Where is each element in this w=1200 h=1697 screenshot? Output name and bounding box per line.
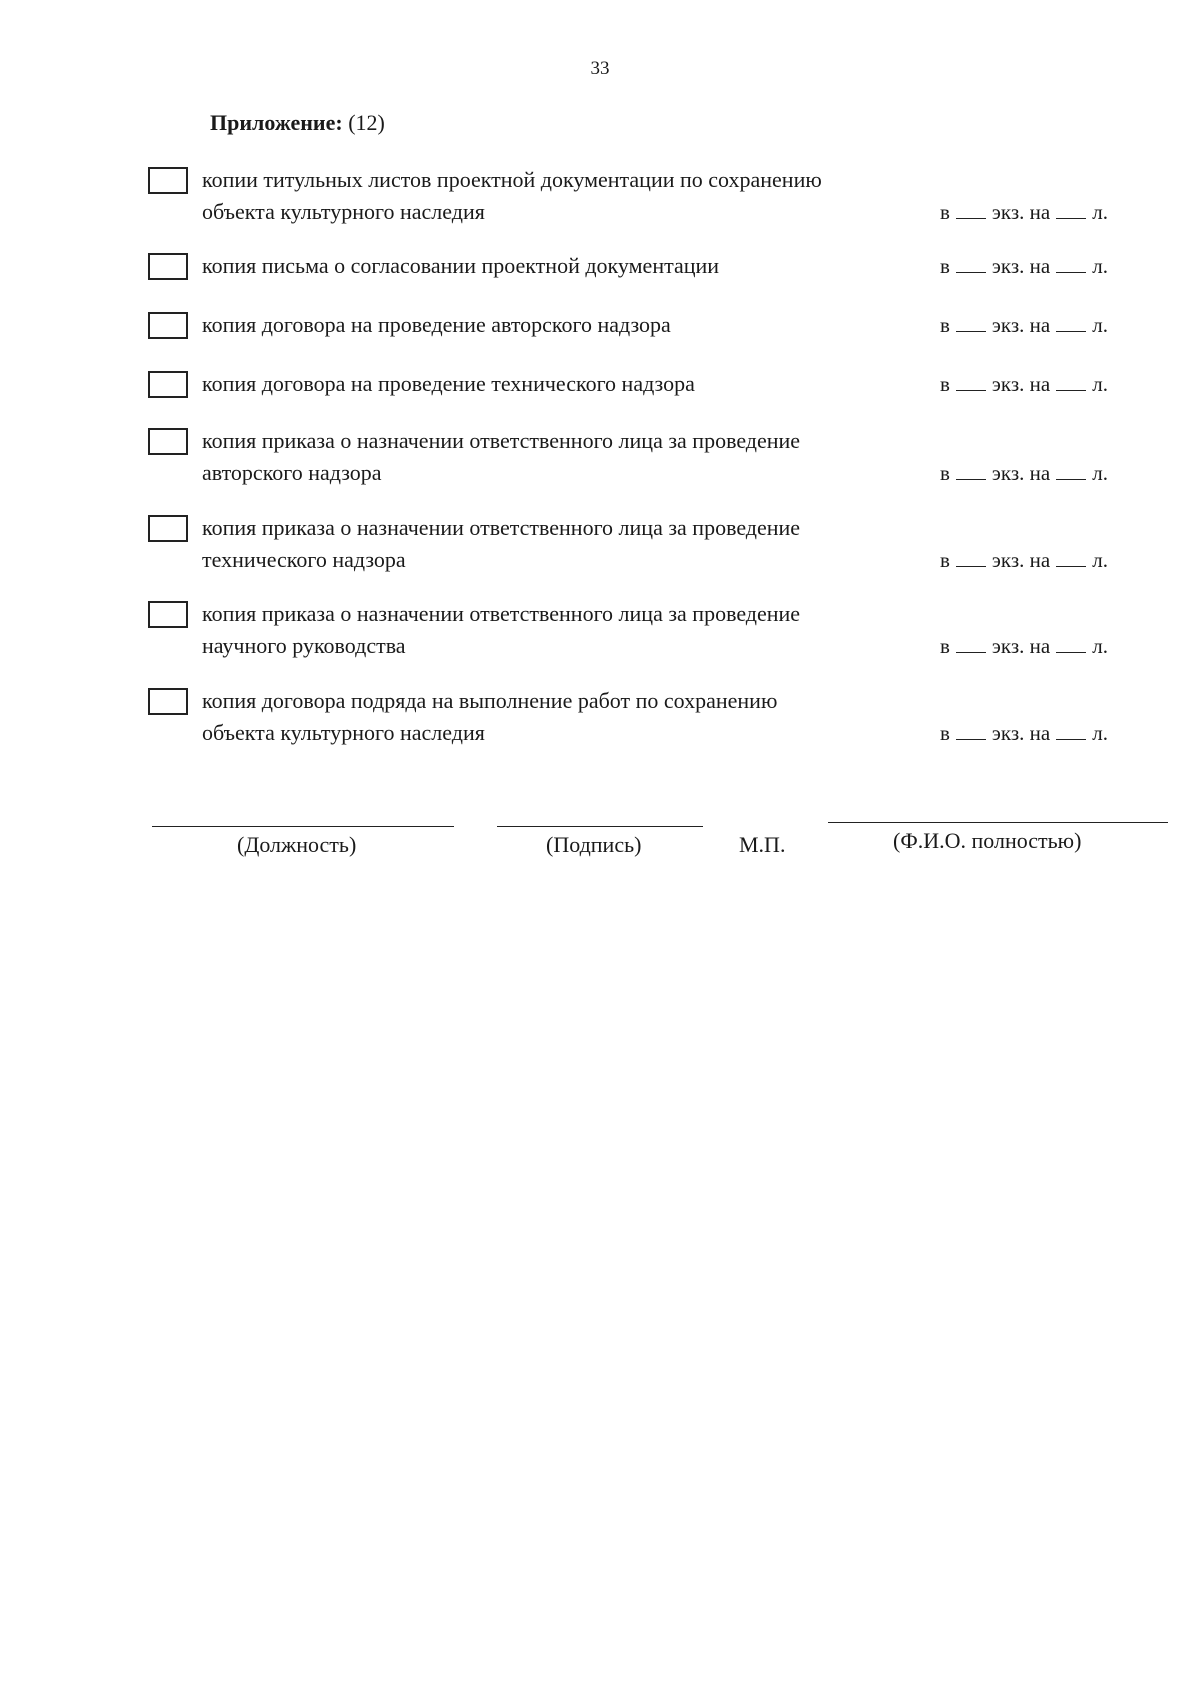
full-name-label: (Ф.И.О. полностью)	[893, 828, 1082, 853]
qty-sheets-label: л.	[1092, 313, 1108, 337]
quantity-fields	[940, 250, 1108, 282]
qty-copies-label: экз. на	[991, 721, 1051, 745]
copies-blank[interactable]	[956, 254, 986, 273]
qty-sheets-label: л.	[1092, 548, 1108, 572]
quantity-fields	[940, 309, 1108, 341]
sheets-blank[interactable]	[1056, 200, 1086, 219]
copies-blank[interactable]	[956, 200, 986, 219]
qty-copies-label: экз. на	[991, 461, 1051, 485]
attachment-checkbox[interactable]	[148, 688, 188, 715]
signature-line[interactable]	[497, 826, 703, 827]
item-line: авторского надзора	[202, 460, 382, 485]
qty-prefix: в	[940, 548, 950, 572]
attachment-checkbox[interactable]	[148, 312, 188, 339]
item-text	[202, 512, 902, 576]
qty-copies-label: экз. на	[991, 548, 1051, 572]
item-text	[202, 164, 902, 228]
quantity-fields	[940, 630, 1108, 662]
item-line: копия договора на проведение технического надзора	[202, 371, 695, 396]
copies-blank[interactable]	[956, 634, 986, 653]
attachment-checkbox[interactable]	[148, 253, 188, 280]
qty-sheets-label: л.	[1092, 200, 1108, 224]
position-signature-line[interactable]	[152, 826, 454, 827]
qty-prefix: в	[940, 461, 950, 485]
sheets-blank[interactable]	[1056, 372, 1086, 391]
item-text	[202, 685, 902, 749]
quantity-fields	[940, 544, 1108, 576]
qty-prefix: в	[940, 313, 950, 337]
item-text	[202, 250, 902, 282]
qty-prefix: в	[940, 634, 950, 658]
attachment-checkbox[interactable]	[148, 371, 188, 398]
item-line: копии титульных листов проектной документации по сохранению	[202, 167, 822, 192]
qty-sheets-label: л.	[1092, 372, 1108, 396]
qty-sheets-label: л.	[1092, 461, 1108, 485]
item-line: копия приказа о назначении ответственного лица за проведение	[202, 515, 801, 540]
attachment-checkbox[interactable]	[148, 515, 188, 542]
item-text	[202, 425, 902, 489]
item-line: копия договора подряда на выполнение работ по сохранению	[202, 688, 778, 713]
qty-prefix: в	[940, 372, 950, 396]
page-number: 33	[590, 58, 610, 79]
qty-prefix: в	[940, 200, 950, 224]
quantity-fields	[940, 457, 1108, 489]
qty-sheets-label: л.	[1092, 721, 1108, 745]
qty-prefix: в	[940, 254, 950, 278]
name-signature-line[interactable]	[828, 822, 1168, 823]
copies-blank[interactable]	[956, 548, 986, 567]
quantity-fields	[940, 717, 1108, 749]
sheets-blank[interactable]	[1056, 634, 1086, 653]
sheets-blank[interactable]	[1056, 254, 1086, 273]
item-text	[202, 368, 902, 400]
item-line: копия договора на проведение авторского надзора	[202, 312, 671, 337]
item-line: научного руководства	[202, 633, 406, 658]
attachment-checkbox[interactable]	[148, 167, 188, 194]
qty-copies-label: экз. на	[991, 372, 1051, 396]
item-line: технического надзора	[202, 547, 406, 572]
attachment-checkbox[interactable]	[148, 428, 188, 455]
qty-copies-label: экз. на	[991, 313, 1051, 337]
sheets-blank[interactable]	[1056, 461, 1086, 480]
quantity-fields	[940, 368, 1108, 400]
sheets-blank[interactable]	[1056, 313, 1086, 332]
appendix-label: Приложение:	[210, 110, 343, 135]
signature-label: (Подпись)	[546, 832, 642, 857]
appendix-count: (12)	[348, 110, 385, 135]
quantity-fields	[940, 196, 1108, 228]
item-line: объекта культурного наследия	[202, 720, 485, 745]
copies-blank[interactable]	[956, 721, 986, 740]
copies-blank[interactable]	[956, 372, 986, 391]
sheets-blank[interactable]	[1056, 548, 1086, 567]
copies-blank[interactable]	[956, 313, 986, 332]
sheets-blank[interactable]	[1056, 721, 1086, 740]
qty-copies-label: экз. на	[991, 254, 1051, 278]
qty-prefix: в	[940, 721, 950, 745]
qty-copies-label: экз. на	[991, 200, 1051, 224]
stamp-label: М.П.	[739, 832, 786, 857]
copies-blank[interactable]	[956, 461, 986, 480]
appendix-heading	[210, 110, 385, 136]
item-line: копия приказа о назначении ответственного лица за проведение	[202, 428, 801, 453]
item-text	[202, 309, 902, 341]
item-line: объекта культурного наследия	[202, 199, 485, 224]
qty-sheets-label: л.	[1092, 254, 1108, 278]
item-text	[202, 598, 902, 662]
item-line: копия приказа о назначении ответственного лица за проведение	[202, 601, 801, 626]
item-line: копия письма о согласовании проектной документации	[202, 253, 720, 278]
position-label: (Должность)	[237, 832, 357, 857]
qty-sheets-label: л.	[1092, 634, 1108, 658]
qty-copies-label: экз. на	[991, 634, 1051, 658]
attachment-checkbox[interactable]	[148, 601, 188, 628]
